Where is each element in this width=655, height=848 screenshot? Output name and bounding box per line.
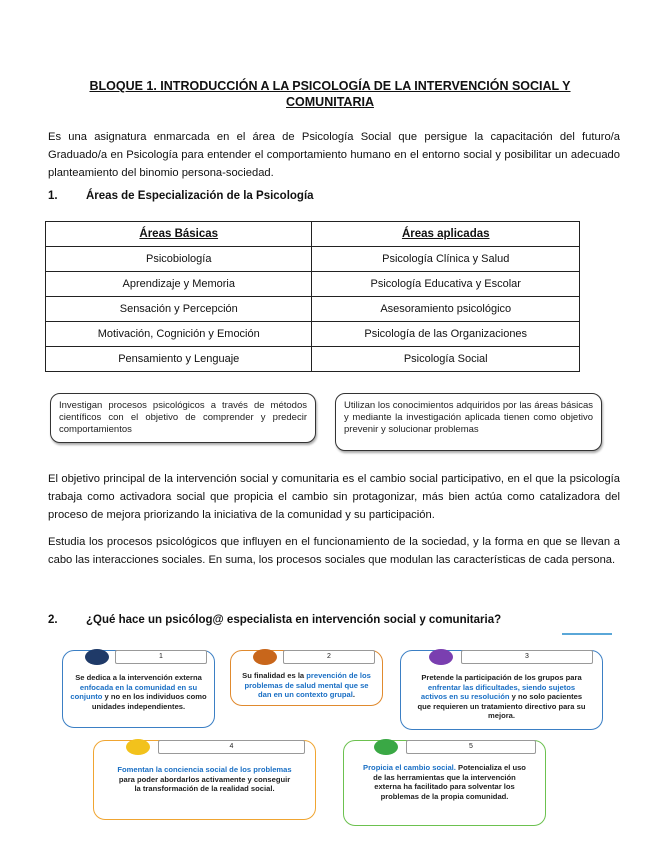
page-title: BLOQUE 1. INTRODUCCIÓN A LA PSICOLOGÍA DE LA INTERVENCIÓN SOCIAL Y COMUNITARIA: [89, 79, 571, 109]
decorative-line: [562, 633, 612, 635]
role-card-2: [230, 650, 383, 706]
section-1-title: Áreas de Especialización de la Psicología: [86, 190, 314, 202]
table-cell: Motivación, Cognición y Emoción: [46, 322, 312, 347]
applied-areas-note: Utilizan los conocimientos adquiridos por las áreas básicas y mediante la investigación aplicada tienen como objetivo prevenir y solucionar problemas: [335, 393, 602, 451]
basic-areas-note: Investigan procesos psicológicos a través de métodos científicos con el objetivo de comprender y predecir comportamientos: [50, 393, 316, 443]
section-2-heading: [48, 614, 501, 626]
table-cell: Psicología Clínica y Salud: [312, 247, 580, 272]
role-card-4: [93, 740, 316, 820]
areas-table: [45, 221, 580, 372]
section-2-number: 2.: [48, 614, 58, 626]
table-cell: Asesoramiento psicológico: [312, 297, 580, 322]
section-1-heading: [48, 190, 314, 202]
intro-paragraph: Es una asignatura enmarcada en el área de Psicología Social que persigue la capacitación del futuro/a Graduado/a en Psicología para entender el comportamiento humano en el entorno social y posibilitar un adecuado planteamiento del binomio persona-sociedad.: [48, 131, 620, 179]
section-2-title: ¿Qué hace un psicólog@ especialista en intervención social y comunitaria?: [86, 614, 502, 626]
card-3-dot-icon: [429, 649, 453, 665]
table-cell: Aprendizaje y Memoria: [46, 272, 312, 297]
table-row: [46, 322, 580, 347]
role-card-3: [400, 650, 603, 730]
card-1-text: Se dedica a la intervención externa enfocada en la comunidad en su conjunto y no en los individuos como unidades independientes.: [70, 673, 207, 711]
card-2-text: Su finalidad es la prevención de los problemas de salud mental que se dan en un contexto grupal.: [242, 671, 371, 699]
processes-paragraph: Estudia los procesos psicológicos que influyen en el funcionamiento de la sociedad, y la forma en que se llevan a cabo las interacciones sociales. En suma, los procesos sociales que modulan las características de cada persona.: [48, 536, 620, 566]
card-4-number: 4: [158, 740, 305, 754]
table-cell: Psicobiología: [46, 247, 312, 272]
card-4-text: Fomentan la conciencia social de los problemas para poder abordarlos activamente y conseguir la transformación de la realidad social.: [117, 765, 292, 793]
card-2-dot-icon: [253, 649, 277, 665]
table-cell: Pensamiento y Lenguaje: [46, 347, 312, 372]
card-2-number: 2: [283, 650, 375, 664]
card-1-dot-icon: [85, 649, 109, 665]
section-1-number: 1.: [48, 190, 58, 202]
table-cell: Sensación y Percepción: [46, 297, 312, 322]
card-5-number: 5: [406, 740, 536, 754]
card-3-text: Pretende la participación de los grupos para enfrentar las dificultades, siendo sujetos activos en su resolución y no solo pacientes que requieren un tratamiento directivo para su mejora.: [417, 673, 586, 720]
table-cell: Psicología Social: [312, 347, 580, 372]
table-row: [46, 272, 580, 297]
table-cell: Psicología Educativa y Escolar: [312, 272, 580, 297]
role-card-5: [343, 740, 546, 826]
card-5-text: Propicia el cambio social. Potencializa el uso de las herramientas que la intervención externa ha facilitado para solventar los problemas de la propia comunidad.: [363, 763, 526, 801]
table-header-row: [46, 222, 580, 247]
role-card-1: [62, 650, 215, 728]
table-row: [46, 297, 580, 322]
table-row: [46, 347, 580, 372]
card-1-number: 1: [115, 650, 207, 664]
card-4-dot-icon: [126, 739, 150, 755]
card-3-number: 3: [461, 650, 593, 664]
table-cell: Psicología de las Organizaciones: [312, 322, 580, 347]
card-5-dot-icon: [374, 739, 398, 755]
table-header-basic: Áreas Básicas: [46, 222, 312, 247]
table-header-applied: Áreas aplicadas: [312, 222, 580, 247]
table-row: [46, 247, 580, 272]
objective-paragraph: El objetivo principal de la intervención social y comunitaria es el cambio social participativo, en el que la psicología trabaja como activadora social que propicia el cambio sin protagonizar, más bien actúa como catalizadora del proceso de mejora priorizando la iniciativa de la comunidad y su participación.: [48, 473, 620, 521]
